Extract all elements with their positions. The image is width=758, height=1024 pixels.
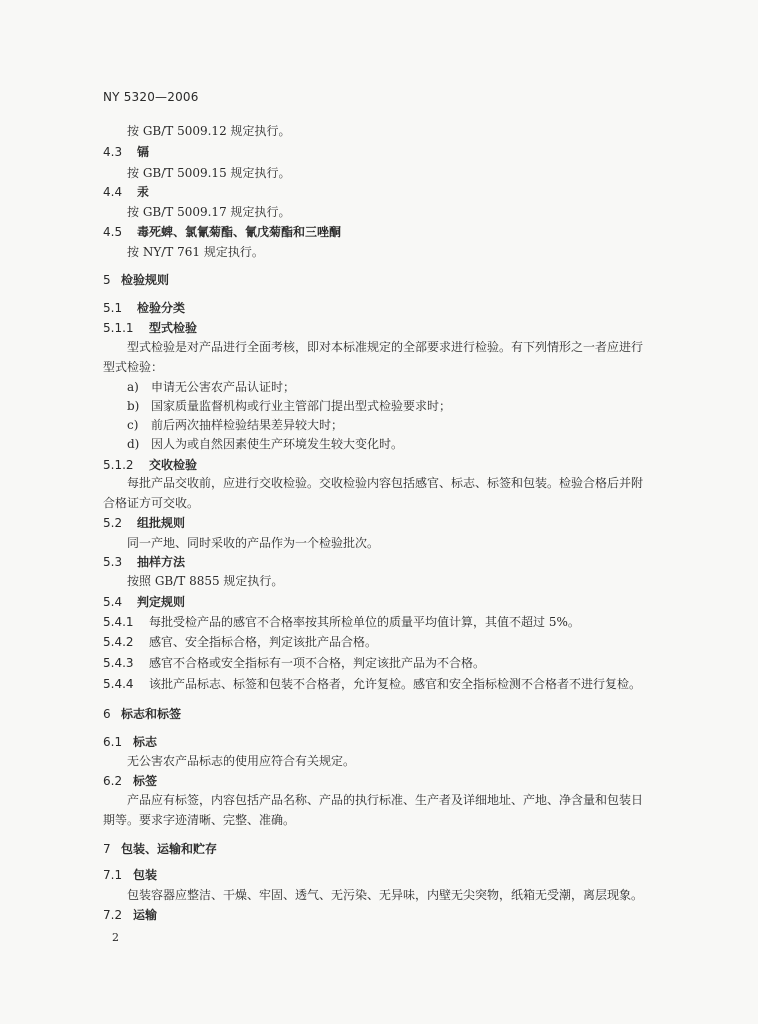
- standard-code: NY 5320—2006: [103, 90, 199, 104]
- section-number: 5.4: [103, 595, 123, 609]
- section-title: 检验规则: [121, 273, 170, 287]
- section-title: 毒死蜱、氯氰菊酯、氰戊菊酯和三唑酮: [137, 225, 342, 239]
- section-5-2: [103, 516, 185, 530]
- section-number: 5.1.2: [103, 458, 134, 472]
- section-title: 镉: [137, 145, 150, 159]
- method-line-761: 按 NY/T 761 规定执行。: [127, 245, 264, 259]
- section-title: 标志: [133, 735, 158, 749]
- section-title: 标志和标签: [121, 707, 182, 721]
- section-number: 6.1: [103, 735, 123, 749]
- section-title: 组批规则: [137, 516, 186, 530]
- section-title: 型式检验: [149, 321, 198, 335]
- section-number: 4.3: [103, 145, 123, 159]
- list-text: 申请无公害农产品认证时；: [151, 380, 296, 394]
- section-4-5: [103, 225, 341, 239]
- section-number: 4.5: [103, 225, 123, 239]
- section-number: 5.1: [103, 301, 123, 315]
- list-text: 国家质量监督机构或行业主管部门提出型式检验要求时；: [151, 399, 452, 413]
- section-number: 6.2: [103, 774, 123, 788]
- section-7: [103, 842, 217, 856]
- method-line-5009-12: 按 GB/T 5009.12 规定执行。: [127, 124, 291, 138]
- section-title: 判定规则: [137, 595, 186, 609]
- section-5-4: [103, 595, 185, 609]
- section-title: 交收检验: [149, 458, 198, 472]
- section-7-2: [103, 908, 157, 922]
- rule-number: 5.4.1: [103, 615, 134, 629]
- list-text: 前后两次抽样检验结果差异较大时；: [151, 418, 344, 432]
- section-number: 6: [103, 707, 111, 721]
- rule-text: 感官、安全指标合格，判定该批产品合格。: [149, 635, 378, 649]
- section-5-3: [103, 555, 185, 569]
- section-title: 包装: [133, 868, 158, 882]
- section-title: 抽样方法: [137, 555, 186, 569]
- packaging-paragraph: 包装容器应整洁、干燥、牢固、透气、无污染、无异味，内壁无尖突物，纸箱无受潮，离层现象。: [127, 888, 644, 902]
- list-marker: d): [127, 437, 140, 451]
- section-number: 5.2: [103, 516, 123, 530]
- method-line-5009-17: 按 GB/T 5009.17 规定执行。: [127, 205, 291, 219]
- section-5-1: [103, 301, 185, 315]
- section-5-1-1: [103, 321, 197, 335]
- section-7-1: [103, 868, 157, 882]
- page-number: 2: [112, 931, 119, 944]
- rule-text: 该批产品标志、标签和包装不合格者，允许复检。感官和安全指标检测不合格者不进行复检。: [149, 677, 642, 691]
- section-title: 运输: [133, 908, 158, 922]
- section-5: [103, 273, 169, 287]
- rule-5-4-3: [103, 656, 485, 670]
- label-paragraph: 产品应有标签，内容包括产品名称、产品的执行标准、生产者及详细地址、产地、净含量和包装日期等。要求字迹清晰、完整、准确。: [103, 793, 644, 827]
- list-item-c: [127, 418, 343, 432]
- sampling-paragraph: 按照 GB/T 8855 规定执行。: [127, 574, 284, 588]
- section-number: 7: [103, 842, 111, 856]
- section-6-2: [103, 774, 157, 788]
- rule-5-4-4: [103, 677, 641, 691]
- list-item-d: [127, 437, 403, 451]
- section-5-1-2: [103, 458, 197, 472]
- list-text: 因人为或自然因素使生产环境发生较大变化时。: [151, 437, 404, 451]
- section-title: 包装、运输和贮存: [121, 842, 218, 856]
- section-number: 7.2: [103, 908, 123, 922]
- method-line-5009-15: 按 GB/T 5009.15 规定执行。: [127, 166, 291, 180]
- section-number: 5.1.1: [103, 321, 134, 335]
- section-title: 标签: [133, 774, 158, 788]
- rule-5-4-2: [103, 635, 377, 649]
- section-4-3: [103, 145, 149, 159]
- section-number: 4.4: [103, 185, 123, 199]
- section-4-4: [103, 185, 149, 199]
- batch-paragraph: 同一产地、同时采收的产品作为一个检验批次。: [127, 536, 380, 550]
- list-item-a: [127, 380, 295, 394]
- section-title: 汞: [137, 185, 150, 199]
- list-marker: a): [127, 380, 139, 394]
- acceptance-inspection-paragraph: 每批产品交收前，应进行交收检验。交收检验内容包括感官、标志、标签和包装。检验合格后并附合格证方可交收。: [103, 476, 644, 510]
- rule-number: 5.4.3: [103, 656, 134, 670]
- section-6-1: [103, 735, 157, 749]
- section-number: 7.1: [103, 868, 123, 882]
- section-number: 5.3: [103, 555, 123, 569]
- rule-text: 感官不合格或安全指标有一项不合格，判定该批产品为不合格。: [149, 656, 486, 670]
- section-6: [103, 707, 181, 721]
- list-item-b: [127, 399, 451, 413]
- rule-5-4-1: [103, 615, 580, 629]
- rule-text: 每批受检产品的感官不合格率按其所检单位的质量平均值计算，其值不超过 5%。: [149, 615, 580, 629]
- section-title: 检验分类: [137, 301, 186, 315]
- list-marker: c): [127, 418, 139, 432]
- type-inspection-paragraph: 型式检验是对产品进行全面考核，即对本标准规定的全部要求进行检验。有下列情形之一者应进行型式检验：: [103, 340, 644, 374]
- rule-number: 5.4.2: [103, 635, 134, 649]
- rule-number: 5.4.4: [103, 677, 134, 691]
- list-marker: b): [127, 399, 140, 413]
- section-number: 5: [103, 273, 111, 287]
- mark-paragraph: 无公害农产品标志的使用应符合有关规定。: [127, 754, 356, 768]
